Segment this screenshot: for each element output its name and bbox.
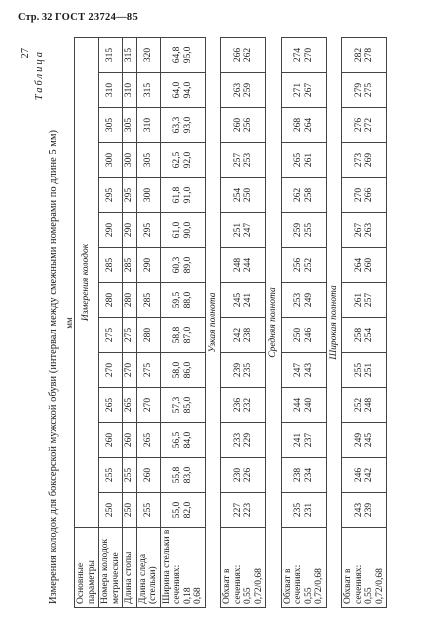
value: 269 xyxy=(364,152,374,168)
value-cell xyxy=(221,423,266,458)
value-cell: 305 xyxy=(136,143,160,178)
value-cell xyxy=(281,213,326,248)
value-cell xyxy=(281,318,326,353)
value: 233 xyxy=(232,432,243,448)
value: 259 xyxy=(243,82,253,98)
value-cell: 250 xyxy=(99,493,123,528)
params-header: Основные параметры xyxy=(75,528,99,608)
value-cell: 260 xyxy=(99,423,123,458)
value: 250 xyxy=(243,187,253,203)
row-label xyxy=(221,528,266,608)
value-cell: 270 xyxy=(123,353,137,388)
value-cell: 255 xyxy=(99,458,123,493)
value: 249 xyxy=(303,292,314,308)
value-cell: 260 xyxy=(123,423,137,458)
value: 84,0 xyxy=(182,431,193,449)
value: 245 xyxy=(232,292,243,308)
value: 235 xyxy=(293,502,303,518)
value-cell: 280 xyxy=(123,283,137,318)
value-cell xyxy=(221,283,266,318)
row-label xyxy=(281,528,326,608)
value-cell: 285 xyxy=(136,283,160,318)
value: 95,0 xyxy=(182,46,193,64)
value: 64,0 xyxy=(172,81,182,99)
value-cell xyxy=(221,213,266,248)
value: 241 xyxy=(293,432,303,448)
row-sublabel: 0,72/0,68 xyxy=(253,568,264,604)
value: 226 xyxy=(243,467,253,483)
value: 261 xyxy=(303,152,314,168)
value-cell: 255 xyxy=(123,458,137,493)
value: 273 xyxy=(353,152,364,168)
value-cell xyxy=(342,178,387,213)
value: 275 xyxy=(364,82,374,98)
value: 279 xyxy=(353,82,364,98)
value-cell xyxy=(342,388,387,423)
value: 274 xyxy=(293,47,303,63)
value: 58,0 xyxy=(172,361,182,379)
table-row xyxy=(281,37,326,607)
value: 261 xyxy=(353,292,364,308)
value: 60,3 xyxy=(172,256,182,274)
measures-header: Измерения колодок xyxy=(75,37,99,527)
value-cell: 255 xyxy=(136,493,160,528)
value-cell: 265 xyxy=(136,423,160,458)
value-cell xyxy=(281,73,326,108)
value-cell xyxy=(342,213,387,248)
value-cell xyxy=(342,318,387,353)
value: 242 xyxy=(364,467,374,483)
value-cell xyxy=(281,178,326,213)
value-cell: 310 xyxy=(136,108,160,143)
value-cell xyxy=(160,73,205,108)
value-cell xyxy=(221,73,266,108)
value: 264 xyxy=(303,117,314,133)
value-cell: 290 xyxy=(136,248,160,283)
value: 86,0 xyxy=(182,361,193,379)
table-row xyxy=(221,37,266,607)
value: 248 xyxy=(232,257,243,273)
row-label-text: Обхват в сечениях: xyxy=(222,564,243,604)
row-sublabel: 0,55 xyxy=(303,587,314,604)
row-label: Длина стопы xyxy=(123,528,137,608)
row-label xyxy=(342,528,387,608)
value: 267 xyxy=(303,82,314,98)
section-heading-row xyxy=(205,37,221,607)
rotated-table-container xyxy=(18,38,400,608)
value: 88,0 xyxy=(182,291,193,309)
table-label: Таблица xyxy=(34,50,45,101)
row-sublabel: 0,68 xyxy=(193,587,203,604)
value-cell xyxy=(221,143,266,178)
page-number: 27 xyxy=(20,48,31,59)
value: 232 xyxy=(243,397,253,413)
value-cell xyxy=(281,248,326,283)
value: 256 xyxy=(293,257,303,273)
value: 260 xyxy=(364,257,374,273)
value: 234 xyxy=(303,467,314,483)
value-cell: 300 xyxy=(123,143,137,178)
section-title: Средняя полнота xyxy=(266,37,282,607)
value-cell xyxy=(160,213,205,248)
value: 57,3 xyxy=(172,396,182,414)
value: 270 xyxy=(303,47,314,63)
value: 243 xyxy=(353,502,364,518)
value: 256 xyxy=(243,117,253,133)
table-row xyxy=(136,37,160,607)
value: 244 xyxy=(293,397,303,413)
value: 251 xyxy=(364,362,374,378)
value: 238 xyxy=(293,467,303,483)
value: 248 xyxy=(364,397,374,413)
value: 246 xyxy=(353,467,364,483)
value-cell xyxy=(160,318,205,353)
value: 55,0 xyxy=(172,501,182,519)
value: 59,5 xyxy=(172,291,182,309)
value-cell xyxy=(281,353,326,388)
value-cell: 300 xyxy=(99,143,123,178)
value: 249 xyxy=(353,432,364,448)
value: 263 xyxy=(364,222,374,238)
value-cell: 285 xyxy=(123,248,137,283)
value: 240 xyxy=(303,397,314,413)
value: 239 xyxy=(364,502,374,518)
row-label-text: Ширина стельки в сечениях: xyxy=(161,529,182,604)
value-cell xyxy=(281,458,326,493)
value: 245 xyxy=(364,432,374,448)
value-cell: 315 xyxy=(123,37,137,72)
value-cell: 250 xyxy=(123,493,137,528)
value: 255 xyxy=(353,362,364,378)
row-label-text: Обхват в сечениях: xyxy=(282,564,303,604)
value: 264 xyxy=(353,257,364,273)
table-row xyxy=(123,37,137,607)
value: 271 xyxy=(293,82,303,98)
value-cell xyxy=(342,493,387,528)
value-cell xyxy=(281,493,326,528)
value: 259 xyxy=(293,222,303,238)
value-cell xyxy=(221,493,266,528)
value-cell: 295 xyxy=(123,178,137,213)
value-cell: 270 xyxy=(136,388,160,423)
row-sublabel: 0,55 xyxy=(364,587,374,604)
value: 91,0 xyxy=(182,186,193,204)
value-cell xyxy=(160,178,205,213)
value: 246 xyxy=(303,327,314,343)
value: 278 xyxy=(364,47,374,63)
value-cell xyxy=(221,388,266,423)
value: 56,5 xyxy=(172,431,182,449)
value-cell xyxy=(160,37,205,72)
value: 252 xyxy=(303,257,314,273)
value: 89,0 xyxy=(182,256,193,274)
value-cell xyxy=(342,248,387,283)
value: 265 xyxy=(293,152,303,168)
value: 262 xyxy=(243,47,253,63)
value-cell: 275 xyxy=(123,318,137,353)
value-cell: 265 xyxy=(123,388,137,423)
row-sublabel: 0,72/0,68 xyxy=(314,568,324,604)
value: 260 xyxy=(232,117,243,133)
value-cell xyxy=(342,423,387,458)
value: 238 xyxy=(243,327,253,343)
value: 93,0 xyxy=(182,116,193,134)
value: 247 xyxy=(243,222,253,238)
value: 251 xyxy=(232,222,243,238)
value-cell xyxy=(342,283,387,318)
value: 242 xyxy=(232,327,243,343)
value-cell xyxy=(342,143,387,178)
value-cell: 295 xyxy=(99,178,123,213)
row-sublabel: 0,55 xyxy=(243,587,253,604)
value-cell xyxy=(281,143,326,178)
value-cell: 305 xyxy=(123,108,137,143)
value: 253 xyxy=(243,152,253,168)
value-cell: 320 xyxy=(136,37,160,72)
value: 255 xyxy=(303,222,314,238)
value-cell xyxy=(342,108,387,143)
value: 243 xyxy=(303,362,314,378)
value-cell: 265 xyxy=(99,388,123,423)
value-cell: 300 xyxy=(136,178,160,213)
table-row xyxy=(99,37,123,607)
row-label xyxy=(160,528,205,608)
value: 282 xyxy=(353,47,364,63)
value: 92,0 xyxy=(182,151,193,169)
value: 82,0 xyxy=(182,501,193,519)
value-cell: 280 xyxy=(99,283,123,318)
value: 223 xyxy=(243,502,253,518)
value-cell: 315 xyxy=(99,37,123,72)
value: 58,8 xyxy=(172,326,182,344)
value-cell: 290 xyxy=(123,213,137,248)
value: 258 xyxy=(353,327,364,343)
value-cell: 260 xyxy=(136,458,160,493)
value: 253 xyxy=(293,292,303,308)
value: 64,8 xyxy=(172,46,182,64)
value: 262 xyxy=(293,187,303,203)
value: 236 xyxy=(232,397,243,413)
value: 257 xyxy=(364,292,374,308)
value-cell xyxy=(281,283,326,318)
value: 276 xyxy=(353,117,364,133)
value-cell: 275 xyxy=(136,353,160,388)
value-cell xyxy=(281,388,326,423)
value-cell xyxy=(342,73,387,108)
table-title: Измерения колодок для боксерской мужской обуви (интервал между смежными номерами по длине 5 мм) xyxy=(48,129,59,604)
value: 94,0 xyxy=(182,81,193,99)
value: 270 xyxy=(353,187,364,203)
section-heading-row xyxy=(266,37,282,607)
value: 62,5 xyxy=(172,151,182,169)
value: 63,3 xyxy=(172,116,182,134)
value-cell xyxy=(221,37,266,72)
value-cell xyxy=(160,458,205,493)
value-cell xyxy=(221,458,266,493)
value: 254 xyxy=(364,327,374,343)
value-cell xyxy=(221,318,266,353)
value: 229 xyxy=(243,432,253,448)
row-sublabel: 0,72/0,68 xyxy=(374,568,385,604)
value: 83,0 xyxy=(182,466,193,484)
section-heading-row xyxy=(326,37,342,607)
table-row xyxy=(160,37,205,607)
value: 266 xyxy=(232,47,243,63)
section-title: Широкая полнота xyxy=(326,37,342,607)
value: 55,8 xyxy=(172,466,182,484)
table-row xyxy=(342,37,387,607)
value: 61,0 xyxy=(172,221,182,239)
value: 252 xyxy=(353,397,364,413)
value-cell xyxy=(160,493,205,528)
value-cell xyxy=(160,248,205,283)
value-cell xyxy=(221,353,266,388)
value-cell: 310 xyxy=(123,73,137,108)
value-cell xyxy=(160,423,205,458)
value-cell xyxy=(221,248,266,283)
value: 230 xyxy=(232,467,243,483)
value-cell: 285 xyxy=(99,248,123,283)
value: 258 xyxy=(303,187,314,203)
value: 267 xyxy=(353,222,364,238)
value-cell: 295 xyxy=(136,213,160,248)
value: 268 xyxy=(293,117,303,133)
value: 263 xyxy=(232,82,243,98)
value: 244 xyxy=(243,257,253,273)
value: 231 xyxy=(303,502,314,518)
value-cell: 315 xyxy=(136,73,160,108)
value: 239 xyxy=(232,362,243,378)
measurements-table xyxy=(74,37,387,608)
value: 85,0 xyxy=(182,396,193,414)
unit-label: мм xyxy=(64,317,74,329)
value: 247 xyxy=(293,362,303,378)
value-cell xyxy=(281,37,326,72)
value-cell xyxy=(221,178,266,213)
value-cell xyxy=(281,108,326,143)
value: 237 xyxy=(303,432,314,448)
value-cell xyxy=(221,108,266,143)
value: 254 xyxy=(232,187,243,203)
value: 250 xyxy=(293,327,303,343)
page-ref: Стр. 32 xyxy=(18,12,53,23)
value: 87,0 xyxy=(182,326,193,344)
value: 257 xyxy=(232,152,243,168)
value: 266 xyxy=(364,187,374,203)
value-cell: 310 xyxy=(99,73,123,108)
value: 90,0 xyxy=(182,221,193,239)
value: 227 xyxy=(232,502,243,518)
value: 61,8 xyxy=(172,186,182,204)
value-cell xyxy=(160,108,205,143)
value-cell: 305 xyxy=(99,108,123,143)
value-cell: 280 xyxy=(136,318,160,353)
section-title: Узкая полнота xyxy=(205,37,221,607)
value-cell xyxy=(342,37,387,72)
value-cell xyxy=(160,388,205,423)
value-cell xyxy=(160,283,205,318)
value-cell xyxy=(342,353,387,388)
value-cell xyxy=(342,458,387,493)
row-label: Номера колодок метрические xyxy=(99,528,123,608)
table-body xyxy=(99,37,387,607)
standard-code: ГОСТ 23724—85 xyxy=(54,12,139,23)
value-cell xyxy=(281,423,326,458)
value-cell: 275 xyxy=(99,318,123,353)
row-label-text: Обхват в сечениях: xyxy=(343,564,364,604)
value-cell xyxy=(160,143,205,178)
value: 272 xyxy=(364,117,374,133)
value-cell: 290 xyxy=(99,213,123,248)
value-cell: 270 xyxy=(99,353,123,388)
value-cell xyxy=(160,353,205,388)
value: 235 xyxy=(243,362,253,378)
row-sublabel: 0,18 xyxy=(182,587,193,604)
value: 241 xyxy=(243,292,253,308)
row-label: Длина следа (стельки) xyxy=(136,528,160,608)
